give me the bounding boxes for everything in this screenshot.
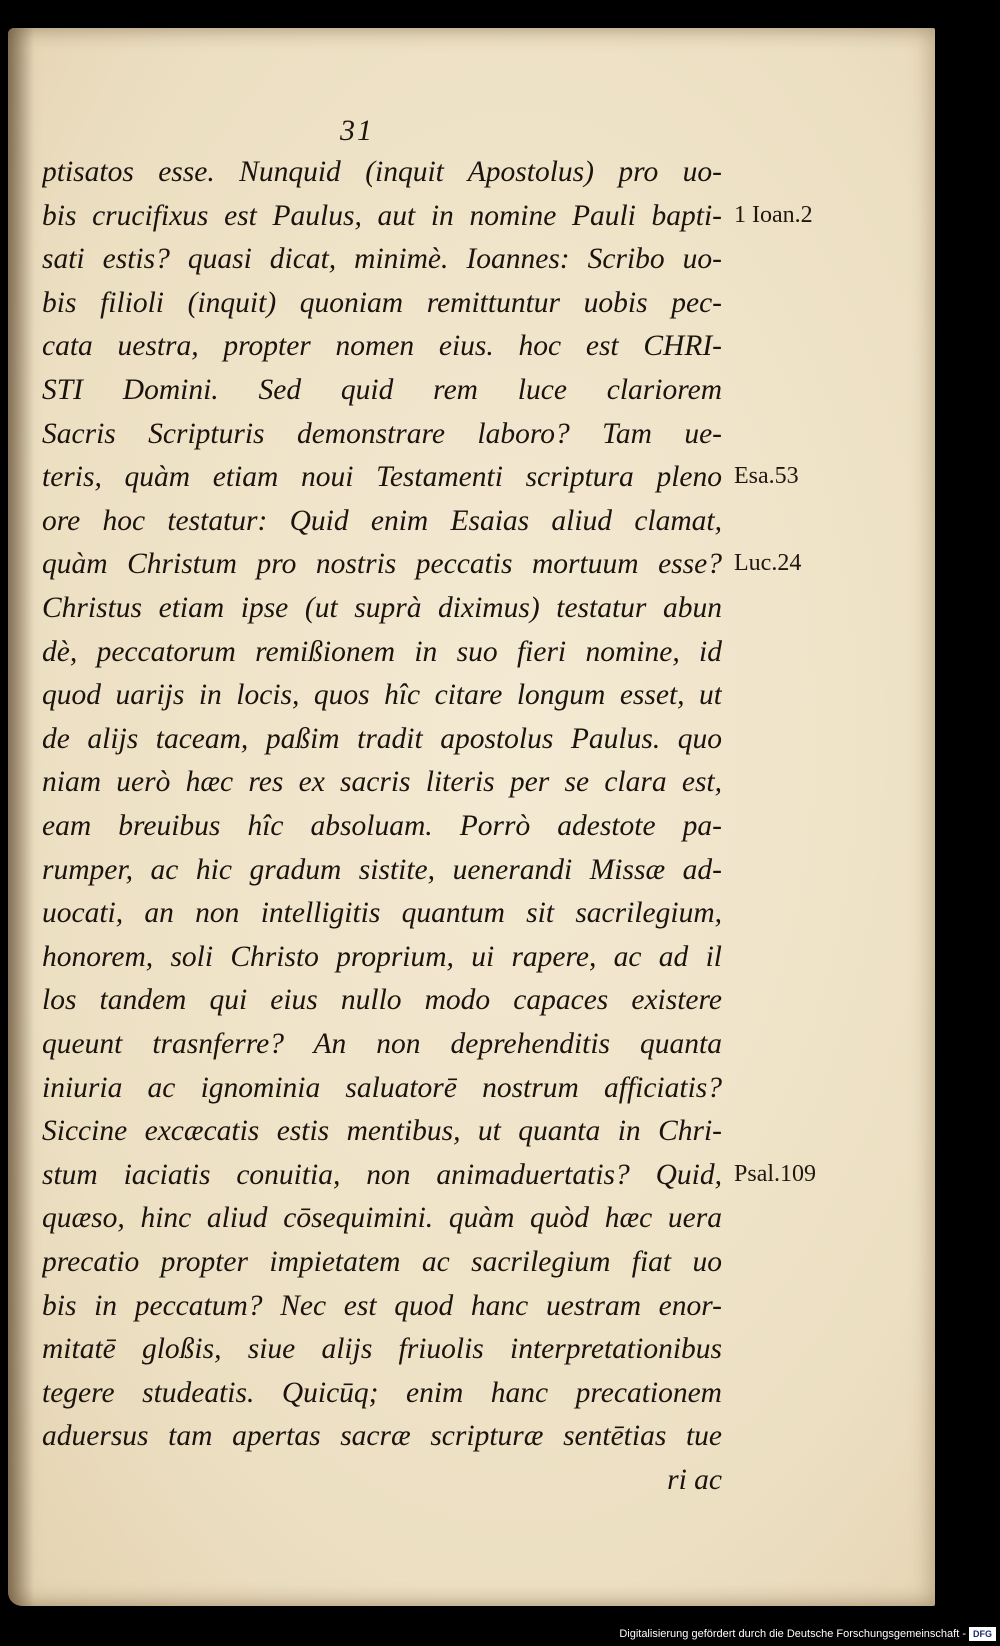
text-line: rumper, ac hic gradum sistite, uenerandi Missæ ad- [42, 853, 722, 886]
page-gutter-shadow [8, 28, 34, 1606]
text-line: tegere studeatis. Quicūq; enim hanc precationem [42, 1376, 722, 1409]
text-line: Sacris Scripturis demonstrare laboro? Tam ue- [42, 417, 722, 450]
margin-note: Esa.53 [734, 463, 799, 490]
dfg-logo: DFG [969, 1627, 996, 1641]
text-line: cata uestra, propter nomen eius. hoc est CHRI- [42, 330, 722, 363]
text-line: precatio propter impietatem ac sacrilegium fiat uo [42, 1246, 722, 1278]
text-line: ore hoc testatur: Quid enim Esaias aliud clamat, [42, 504, 722, 537]
text-line: uocati, an non intelligitis quantum sit sacrilegium, [42, 897, 722, 930]
text-line: Siccine excæcatis estis mentibus, ut quanta in Chri- [42, 1115, 722, 1148]
text-line: ptisatos esse. Nunquid (inquit Apostolus) pro uo- [42, 156, 722, 188]
text-line: queunt trasnferre? An non deprehenditis quanta [42, 1028, 722, 1060]
text-line: honorem, soli Christo proprium, ui rapere, ac ad il [42, 940, 722, 973]
text-line: bis in peccatum? Nec est quod hanc uestram enor- [42, 1289, 722, 1322]
text-line: quod uarijs in locis, quos hîc citare longum esset, ut [42, 679, 722, 712]
margin-note: Psal.109 [734, 1160, 817, 1187]
margin-note: Luc.24 [734, 550, 802, 577]
page-number: 31 [340, 114, 374, 147]
text-line: quæso, hinc aliud cōsequimini. quàm quòd hæc uera [42, 1202, 722, 1235]
text-line: dè, peccatorum remißionem in suo fieri nomine, id [42, 635, 722, 668]
text-line: los tandem qui eius nullo modo capaces existere [42, 984, 722, 1017]
text-line: mitatē gloßis, siue alijs friuolis interpretationibus [42, 1333, 722, 1366]
text-line: quàm Christum pro nostris peccatis mortuum esse? [42, 548, 722, 581]
text-line: de alijs taceam, paßim tradit apostolus Paulus. quo [42, 722, 722, 755]
text-line: iniuria ac ignominia saluatorē nostrum afficiatis? [42, 1071, 722, 1104]
text-line: aduersus tam apertas sacræ scripturæ sentētias tue [42, 1420, 722, 1453]
text-line: bis crucifixus est Paulus, aut in nomine Pauli bapti- [42, 199, 722, 232]
text-line: eam breuibus hîc absoluam. Porrò adestote pa- [42, 810, 722, 842]
text-line: teris, quàm etiam noui Testamenti scriptura pleno [42, 461, 722, 494]
text-line: bis filioli (inquit) quoniam remittuntur uobis pec- [42, 286, 722, 319]
footer-credit: Digitalisierung gefördert durch die Deutsche Forschungsgemeinschaft - [619, 1628, 966, 1640]
text-line: stum iaciatis conuitia, non animaduertatis? Quid, [42, 1158, 722, 1191]
margin-note: 1 Ioan.2 [734, 201, 813, 228]
text-line: sati estis? quasi dicat, minimè. Ioannes: Scribo uo- [42, 243, 722, 276]
text-line: STI Domini. Sed quid rem luce clariorem [42, 374, 722, 406]
text-line: niam uerò hæc res ex sacris literis per se clara est, [42, 766, 722, 799]
text-line: ri ac [667, 1464, 722, 1496]
text-line: Christus etiam ipse (ut suprà diximus) testatur abun [42, 592, 722, 624]
